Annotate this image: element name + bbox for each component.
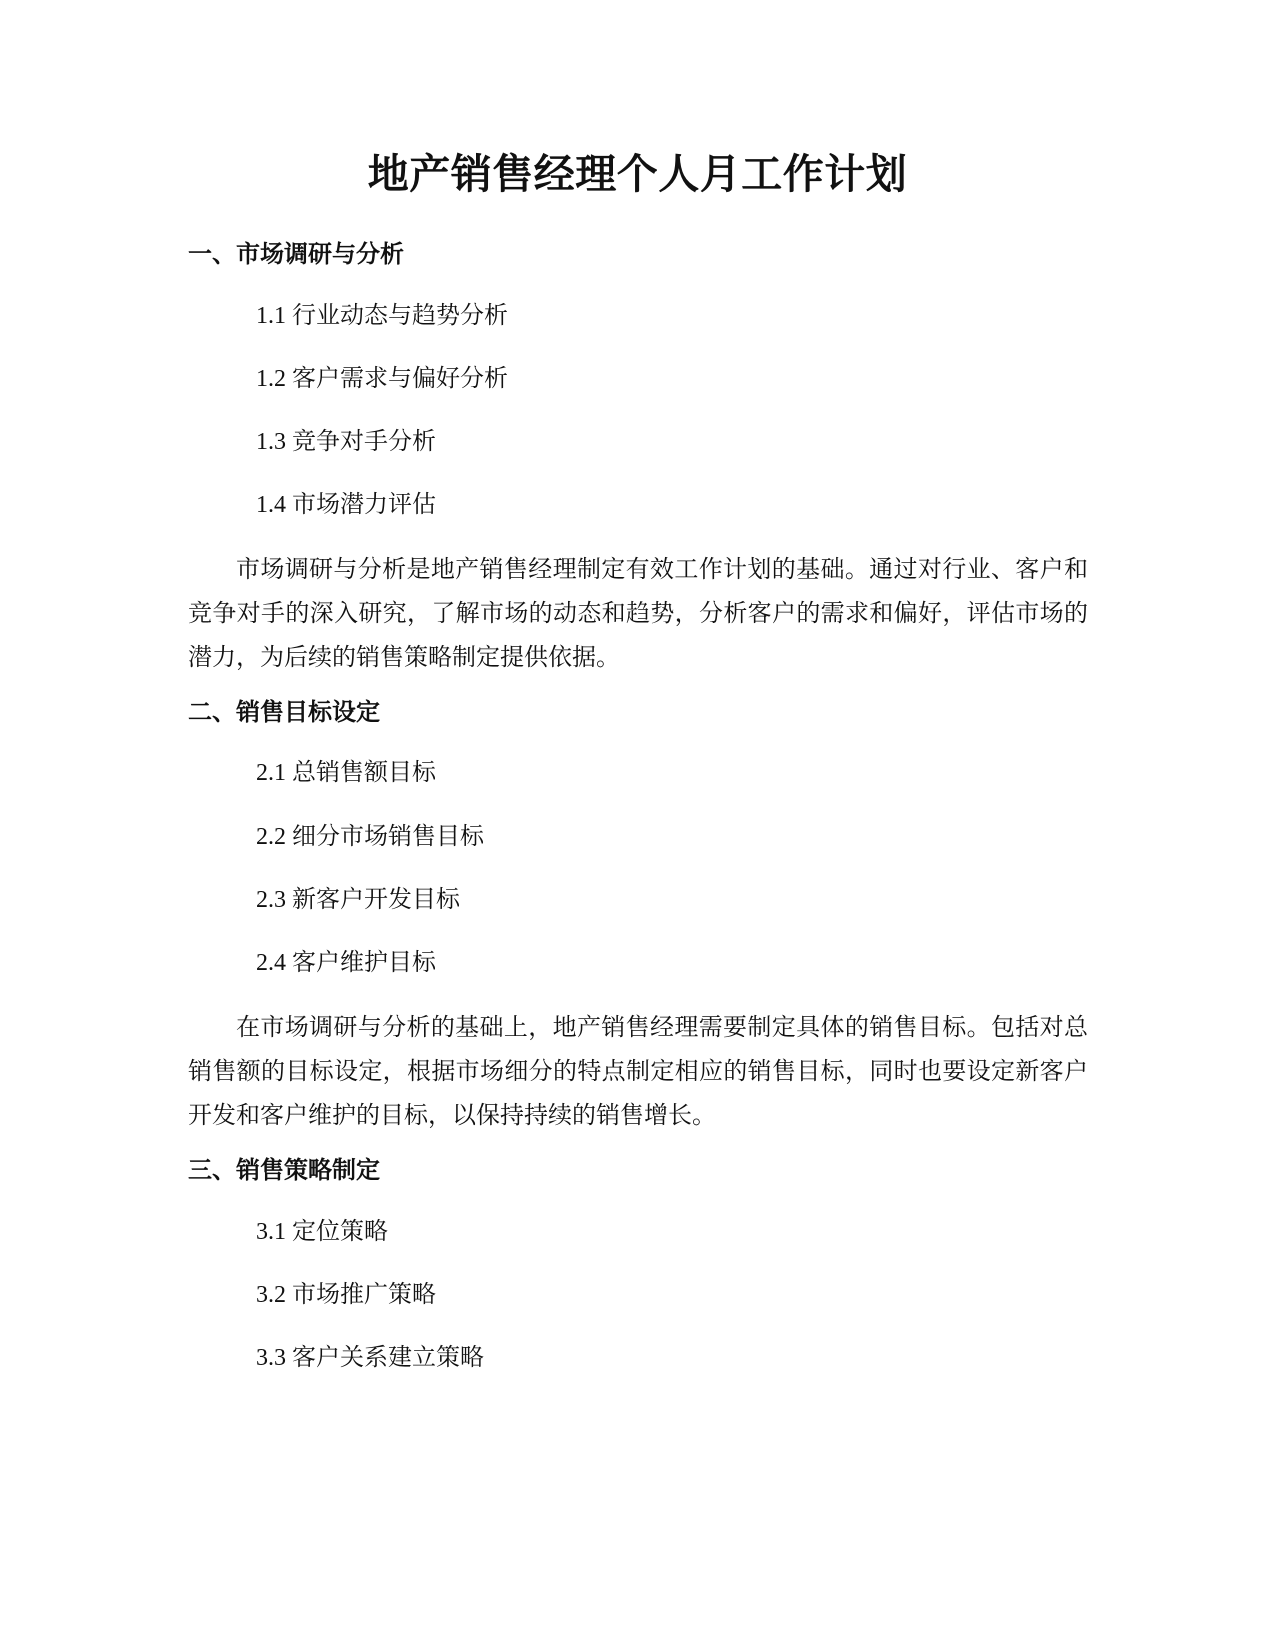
list-item: 2.1 总销售额目标 bbox=[256, 760, 436, 786]
list-item: 2.3 新客户开发目标 bbox=[256, 887, 460, 913]
section-heading-3: 三、销售策略制定 bbox=[188, 1156, 380, 1184]
list-item: 3.3 客户关系建立策略 bbox=[256, 1345, 484, 1371]
list-item: 1.3 竞争对手分析 bbox=[256, 429, 436, 455]
list-item: 2.2 细分市场销售目标 bbox=[256, 824, 484, 850]
list-item: 3.1 定位策略 bbox=[256, 1219, 388, 1245]
list-item: 1.2 客户需求与偏好分析 bbox=[256, 366, 508, 392]
section-paragraph-2: 在市场调研与分析的基础上，地产销售经理需要制定具体的销售目标。包括对总销售额的目标设定，根据市场细分的特点制定相应的销售目标，同时也要设定新客户开发和客户维护的目标，以保持持续的销售增长。 bbox=[188, 1015, 1088, 1129]
list-item: 1.4 市场潜力评估 bbox=[256, 492, 436, 518]
list-item: 3.2 市场推广策略 bbox=[256, 1282, 436, 1308]
list-item: 2.4 客户维护目标 bbox=[256, 950, 436, 976]
section-paragraph-1: 市场调研与分析是地产销售经理制定有效工作计划的基础。通过对行业、客户和竞争对手的深入研究，了解市场的动态和趋势，分析客户的需求和偏好，评估市场的潜力，为后续的销售策略制定提供依据。 bbox=[188, 557, 1088, 671]
section-heading-2: 二、销售目标设定 bbox=[188, 698, 380, 726]
list-item: 1.1 行业动态与趋势分析 bbox=[256, 303, 508, 329]
section-heading-1: 一、市场调研与分析 bbox=[188, 240, 404, 268]
document-title: 地产销售经理个人月工作计划 bbox=[367, 150, 908, 198]
